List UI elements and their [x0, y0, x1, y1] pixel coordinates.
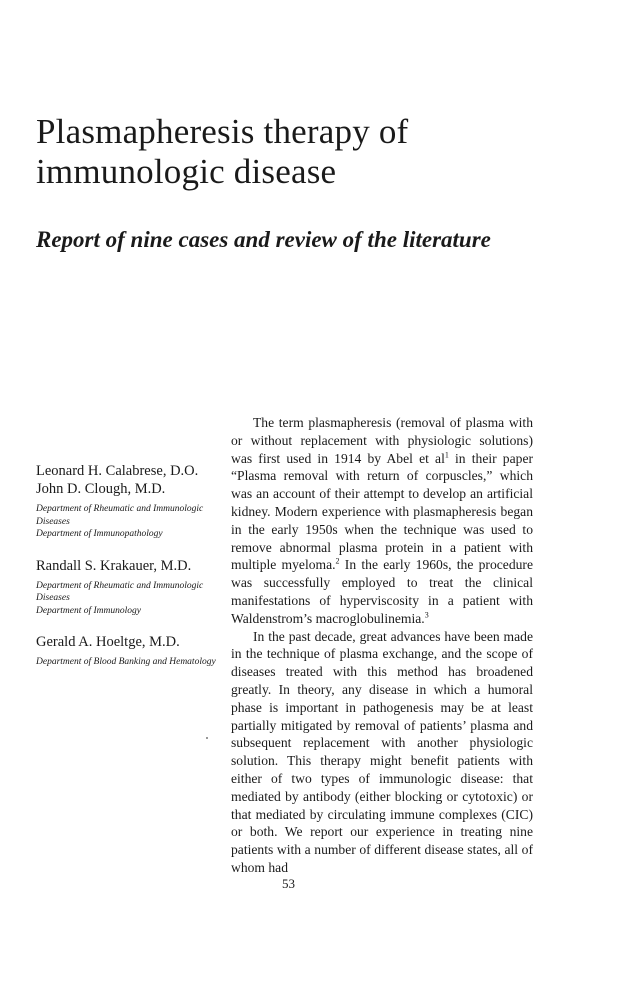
- author-affiliation: Department of Immunopathology: [36, 529, 163, 539]
- author-name: Gerald A. Hoeltge, M.D.: [36, 634, 180, 650]
- citation-ref: 3: [424, 610, 429, 620]
- author-block: [36, 633, 226, 669]
- author-name: John D. Clough, M.D.: [36, 481, 166, 497]
- author-affiliation: Department of Rheumatic and Immunologic Diseases: [36, 504, 204, 527]
- author-affiliation: Department of Rheumatic and Immunologic Diseases: [36, 580, 204, 603]
- author-affiliation: Department of Immunology: [36, 605, 142, 616]
- page-number: 53: [282, 876, 295, 891]
- author-block: [36, 480, 226, 541]
- author-name: Randall S. Krakauer, M.D.: [36, 557, 192, 574]
- author-block: [36, 462, 226, 480]
- author-block: [36, 557, 226, 618]
- author-affiliation: Department of Blood Banking and Hematology: [36, 657, 216, 667]
- author-name: Leonard H. Calabrese, D.O.: [36, 463, 199, 479]
- article-title: Plasmapheresis therapy of immunologic disease: [36, 112, 409, 191]
- body-text: [231, 414, 533, 877]
- body-paragraph: In the past decade, great advances have been made in the technique of plasma exchange, and the scope of diseases treated with this method has broadened greatly. In theory, any disease in which a humoral phase is important in pathogenesis may be at least partially mitigated by removal of patients’ plasma and subsequent replacement with another physiologic solution. This therapy might benefit patients with either of two types of immunologic disease: that mediated by antibody (either blocking or cytotoxic) or that mediated by circulating immune complexes (CIC) or both. We report our experience in treating nine patients with a number of different disease states, all of whom had: [231, 628, 533, 875]
- citation-ref: 2: [335, 556, 340, 566]
- author-list: [36, 462, 226, 685]
- body-paragraph: The term plasmapheresis (removal of plasma with or without replacement with physiologic solutions) was first used in 1914 by Abel et $al^1$ in their paper “Plasma removal with return of corpuscles,” which was an account of their attempt to develop an artificial kidney. Modern experience with plasmapheresis began in the early 1950s when the technique was used to remove abnormal plasma protein in a patient with multiple myeloma.$^2$ In the early 1960s, the procedure was successfully employed to treat the clinical manifestations of hyperviscosity in a patient with Waldenstrom’s macroglobulinemia.$^3$: [231, 415, 533, 626]
- citation-ref: 1: [444, 450, 449, 460]
- print-speck: [206, 737, 208, 739]
- article-subtitle: Report of nine cases and review of the literature: [36, 227, 491, 252]
